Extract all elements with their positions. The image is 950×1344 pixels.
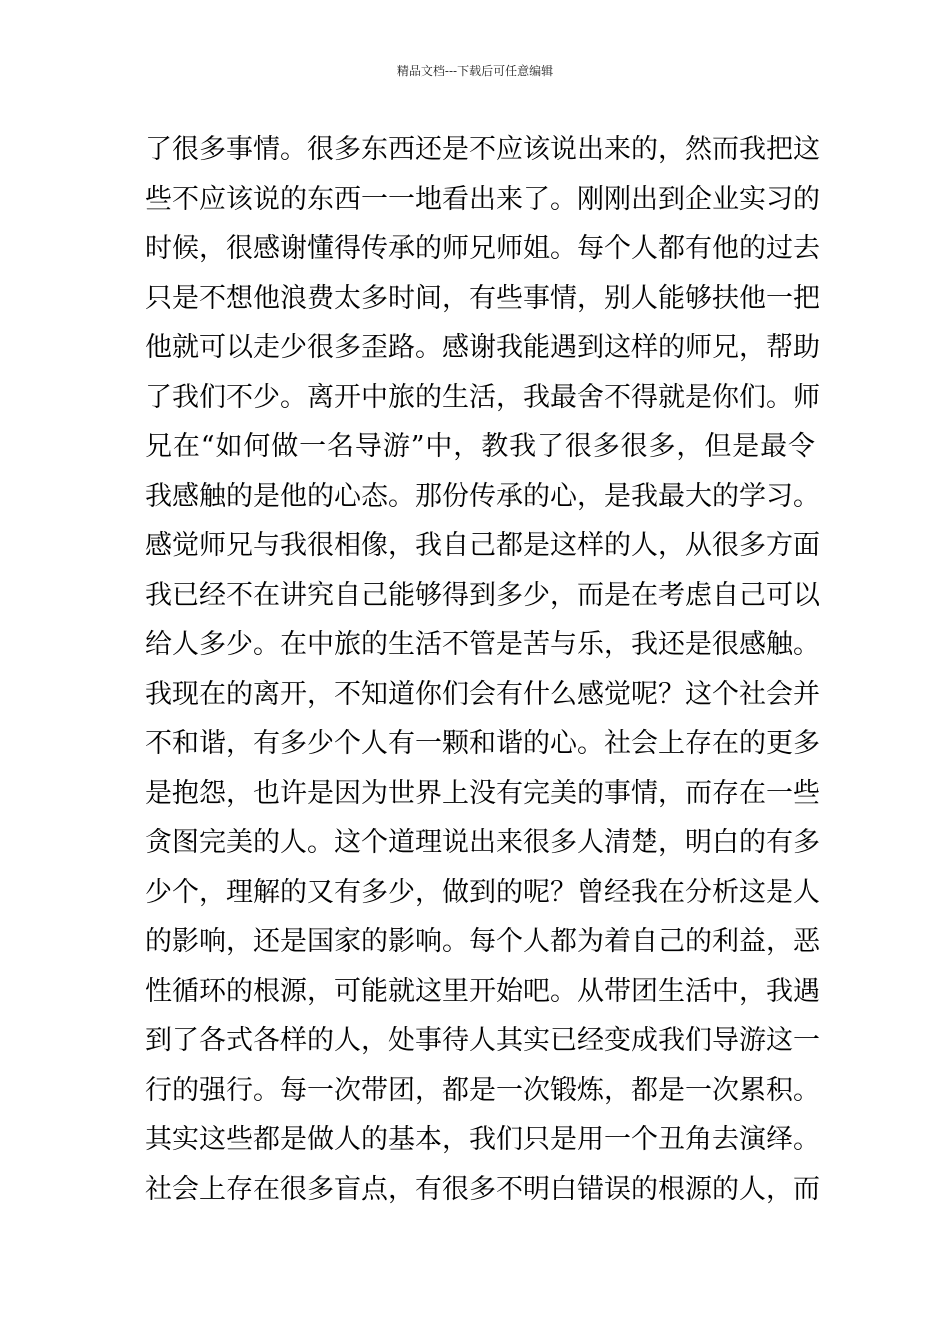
text-line: 的影响，还是国家的影响。每个人都为着自己的利益，恶 [145, 926, 820, 957]
text-line: 贪图完美的人。这个道理说出来很多人清楚，明白的有多 [145, 827, 820, 858]
text-line: 感觉师兄与我很相像，我自己都是这样的人，从很多方面 [145, 530, 820, 561]
text-line: 时候，很感谢懂得传承的师兄师姐。每个人都有他的过去 [145, 233, 820, 264]
text-line: 不和谐，有多少个人有一颗和谐的心。社会上存在的更多 [145, 728, 820, 759]
text-line: 我感触的是他的心态。那份传承的心，是我最大的学习。 [145, 480, 820, 512]
text-line: 他就可以走少很多歪路。感谢我能遇到这样的师兄，帮助 [145, 332, 820, 363]
text-line: 性循环的根源，可能就这里开始吧。从带团生活中，我遇 [145, 975, 820, 1007]
text-line: 行的强行。每一次带团，都是一次锻炼，都是一次累积。 [145, 1074, 820, 1106]
text-line: 给人多少。在中旅的生活不管是苦与乐，我还是很感触。 [145, 629, 820, 660]
text-line: 是抱怨，也许是因为世界上没有完美的事情，而存在一些 [145, 777, 820, 809]
text-line: 我已经不在讲究自己能够得到多少，而是在考虑自己可以 [145, 579, 820, 611]
text-line: 社会上存在很多盲点，有很多不明白错误的根源的人，而 [145, 1173, 820, 1205]
text-line: 其实这些都是做人的基本，我们只是用一个丑角去演绎。 [145, 1124, 820, 1155]
text-line: 到了各式各样的人，处事待人其实已经变成我们导游这一 [145, 1025, 820, 1056]
page-header: 精品文档---下载后可任意编辑 [396, 64, 554, 78]
text-line: 了很多事情。很多东西还是不应该说出来的，然而我把这 [145, 134, 820, 165]
text-line: 兄在“如何做一名导游”中，教我了很多很多，但是最令 [145, 431, 815, 462]
text-line: 只是不想他浪费太多时间，有些事情，别人能够扶他一把 [145, 282, 820, 314]
text-line: 了我们不少。离开中旅的生活，我最舍不得就是你们。师 [145, 381, 820, 413]
text-line: 些不应该说的东西一一地看出来了。刚刚出到企业实习的 [145, 183, 820, 215]
text-line: 少个，理解的又有多少，做到的呢？曾经我在分析这是人 [145, 876, 820, 908]
body-text [145, 125, 820, 1214]
text-line: 我现在的离开，不知道你们会有什么感觉呢？这个社会并 [145, 678, 820, 710]
